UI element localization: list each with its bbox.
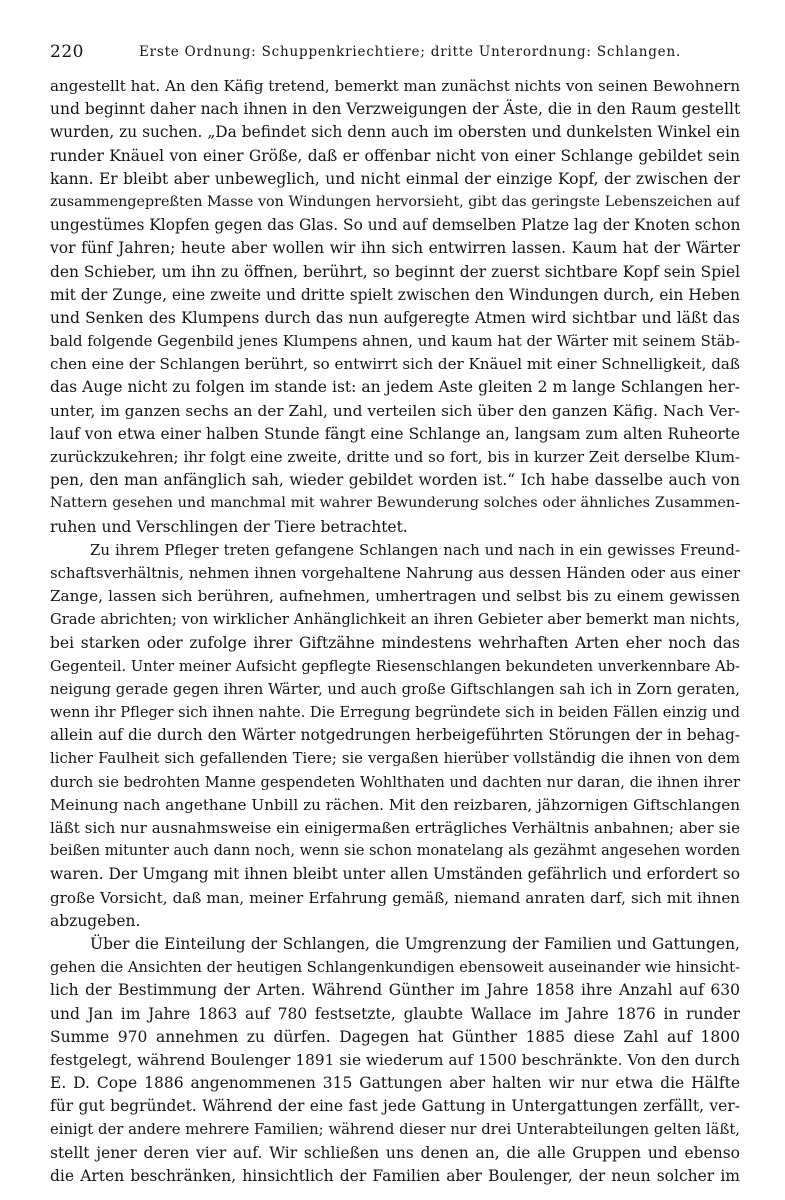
text-line: Zu ihrem Pfleger treten gefangene Schlangen nach und nach in ein gewisses Freund- <box>90 540 740 559</box>
text-line: neigung gerade gegen ihren Wärter, und auch große Giftschlangen sah ich in Zorn geraten, <box>50 680 740 698</box>
text-line: lauf von etwa einer halben Stunde fängt eine Schlange an, langsam zum alten Ruheorte <box>50 424 740 443</box>
paragraph <box>50 933 740 1188</box>
text-line: runder Knäuel von einer Größe, daß er offenbar nicht von einer Schlange gebildet sein <box>50 146 740 165</box>
text-line: schaftsverhältnis, nehmen ihnen vorgehaltene Nahrung aus dessen Händen oder aus einer <box>50 563 740 582</box>
text-line: mit der Zunge, eine zweite und dritte spielt zwischen den Windungen durch, ein Heben <box>50 285 740 304</box>
page-number: 220 <box>50 42 84 62</box>
text-line: durch sie bedrohten Manne gespendeten Wohlthaten und dachten nur daran, die ihnen ihrer <box>50 773 740 791</box>
text-line: festgelegt, während Boulenger 1891 sie wiederum auf 1500 beschränkte. Von den durch <box>50 1050 740 1069</box>
text-line: lich der Bestimmung der Arten. Während Günther im Jahre 1858 ihre Anzahl auf 630 <box>50 981 740 1000</box>
text-line: einigt der andere mehrere Familien; während dieser nur drei Unterabteilungen gelten läßt, <box>50 1121 740 1139</box>
text-line: bei starken oder zufolge ihrer Giftzähne mindestens wehrhaften Arten eher noch das <box>50 633 740 652</box>
text-line: große Vorsicht, daß man, meiner Erfahrung gemäß, niemand anraten darf, sich mit ihnen <box>50 888 740 907</box>
text-line: beißen mitunter auch dann noch, wenn sie schon monatelang als gezähmt angesehen worden <box>50 843 740 860</box>
text-line: abzugeben. <box>50 911 141 930</box>
paragraph <box>50 75 740 539</box>
paragraph <box>50 539 740 933</box>
text-line: Gegenteil. Unter meiner Aufsicht gepflegte Riesenschlangen bekundeten unverkennbare Ab- <box>50 657 740 675</box>
text-line: und Jan im Jahre 1863 auf 780 festsetzte, glaubte Wallace im Jahre 1876 in runder <box>50 1004 740 1023</box>
text-line: waren. Der Umgang mit ihnen bleibt unter allen Umständen gefährlich und erfordert so <box>50 865 740 884</box>
text-line: Über die Einteilung der Schlangen, die Umgrenzung der Familien und Gattungen, <box>90 934 740 953</box>
text-line: zusammengepreßten Masse von Windungen hervorsieht, gibt das geringste Lebenszeichen auf <box>50 193 740 210</box>
text-line: vor fünf Jahren; heute aber wollen wir ihn sich entwirren lassen. Kaum hat der Wärter <box>50 239 740 258</box>
text-line: Zange, lassen sich berühren, aufnehmen, umhertragen und selbst bis zu einem gewissen <box>50 587 740 606</box>
text-line: ungestümes Klopfen gegen das Glas. So und auf demselben Platze lag der Knoten schon <box>50 216 740 235</box>
body-text <box>50 75 740 1188</box>
text-line: unter, im ganzen sechs an der Zahl, und verteilen sich über den ganzen Käfig. Nach Ver- <box>50 401 740 420</box>
text-line: licher Faulheit sich gefallenden Tiere; sie vergaßen hierüber vollständig die ihnen von dem <box>50 750 740 768</box>
text-line: gehen die Ansichten der heutigen Schlangenkundigen ebensoweit auseinander wie hinsicht- <box>50 959 740 977</box>
text-line: stellt jener deren vier auf. Wir schließen uns denen an, die alle Gruppen und ebenso <box>50 1143 740 1162</box>
text-line: chen eine der Schlangen berührt, so entwirrt sich der Knäuel mit einer Schnelligkeit, daß <box>50 355 740 374</box>
text-line: den Schieber, um ihn zu öffnen, berührt, so beginnt der zuerst sichtbare Kopf sein Spiel <box>50 262 740 281</box>
page-header <box>50 42 740 66</box>
text-line: Summe 970 annehmen zu dürfen. Dagegen hat Günther 1885 diese Zahl auf 1800 <box>50 1027 740 1046</box>
text-line: das Auge nicht zu folgen im stande ist: an jedem Aste gleiten 2 m lange Schlangen her- <box>50 378 740 397</box>
text-line: E. D. Cope 1886 angenommenen 315 Gattungen aber halten wir nur etwa die Hälfte <box>50 1074 740 1093</box>
text-line: wurden, zu suchen. „Da befindet sich denn auch im obersten und dunkelsten Winkel ein <box>50 123 740 142</box>
text-line: Meinung nach angethane Unbill zu rächen. Mit den reizbaren, jähzornigen Giftschlangen <box>50 795 740 814</box>
text-line: bald folgende Gegenbild jenes Klumpens ahnen, und kaum hat der Wärter mit seinem Stäb- <box>50 333 740 351</box>
text-line: allein auf die durch den Wärter notgedrungen herbeigeführten Störungen der in behag- <box>50 726 740 745</box>
text-line: ruhen und Verschlingen der Tiere betrachtet. <box>50 517 408 536</box>
text-line: pen, den man anfänglich sah, wieder gebildet worden ist.“ Ich habe dasselbe auch von <box>50 471 740 490</box>
text-line: für gut begründet. Während der eine fast jede Gattung in Untergattungen zerfällt, ver- <box>50 1097 740 1116</box>
text-line: wenn ihr Pfleger sich ihnen nahte. Die Erregung begründete sich in beiden Fällen einzig und <box>50 704 740 722</box>
text-line: Grade abrichten; von wirklicher Anhänglichkeit an ihren Gebieter aber bemerkt man nichts, <box>50 611 740 629</box>
text-line: und beginnt daher nach ihnen in den Verzweigungen der Äste, die in den Raum gestellt <box>50 100 740 119</box>
text-line: Nattern gesehen und manchmal mit wahrer Bewunderung solches oder ähnliches Zusammen- <box>50 495 740 512</box>
text-line: angestellt hat. An den Käfig tretend, bemerkt man zunächst nichts von seinen Bewohnern <box>50 77 740 95</box>
text-line: die Arten beschränken, hinsichtlich der Familien aber Boulenger, der neun solcher im <box>50 1166 740 1185</box>
running-head: Erste Ordnung: Schuppenkriechtiere; dritte Unterordnung: Schlangen. <box>138 44 682 60</box>
text-line: und Senken des Klumpens durch das nun aufgeregte Atmen wird sichtbar und läßt das <box>50 308 740 327</box>
text-line: läßt sich nur ausnahmsweise ein einigermaßen erträgliches Verhältnis anbahnen; aber sie <box>50 819 740 837</box>
text-line: zurückzukehren; ihr folgt eine zweite, dritte und so fort, bis in kurzer Zeit derselbe Klum- <box>50 448 740 466</box>
text-line: kann. Er bleibt aber unbeweglich, und nicht einmal der einzige Kopf, der zwischen der <box>50 169 740 188</box>
